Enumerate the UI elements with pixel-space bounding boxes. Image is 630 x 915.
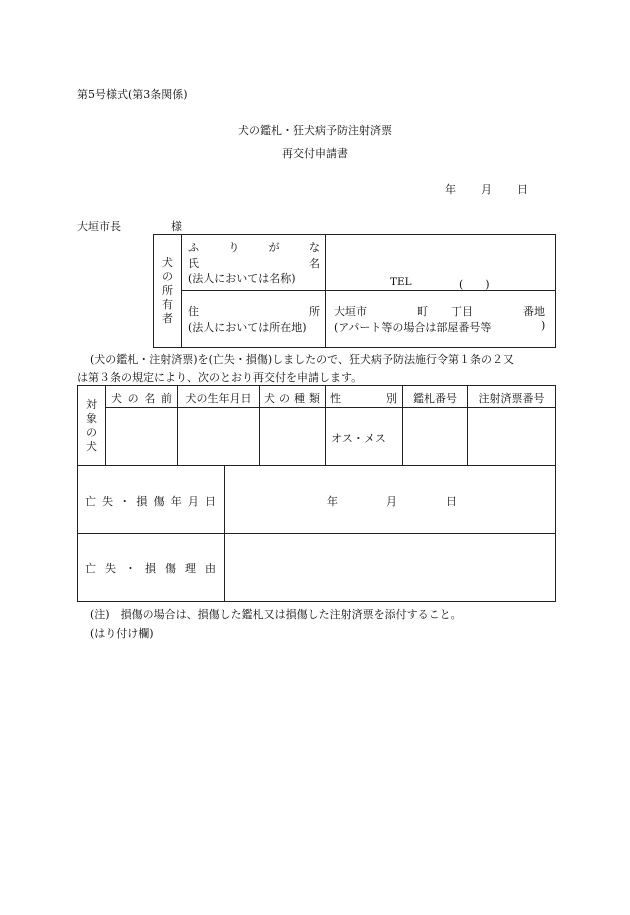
form-number: 第5号様式(第3条関係) xyxy=(77,88,188,101)
owner-label: 犬 の 所 有 者 xyxy=(162,256,173,325)
loss-date-label: 亡 失 ・ 損 傷 年 月 日 xyxy=(85,495,216,508)
main-table-right xyxy=(555,385,556,602)
form-title: 犬の鑑札・狂犬病予防注射済票 xyxy=(238,124,392,137)
form-note: (注) 損傷の場合は、損傷した鑑札又は損傷した注射済票を添付すること。 xyxy=(90,608,462,621)
owner-address-note: (法人においては所在地) xyxy=(188,321,307,334)
owner-box-right xyxy=(555,234,556,348)
addressee-name: 大垣市長 xyxy=(77,220,121,233)
address-city: 大垣市 xyxy=(334,305,367,318)
dog-col-4 xyxy=(325,385,326,466)
dog-col-3 xyxy=(259,385,260,466)
loss-date-year: 年 xyxy=(327,495,338,508)
dog-table-bottom xyxy=(77,465,556,466)
owner-name-label: 氏 名 xyxy=(188,257,320,270)
loss-date-bottom xyxy=(77,533,556,534)
address-apartment-note: (アパート等の場合は部屋番号等 xyxy=(334,321,492,334)
dog-table-top xyxy=(77,385,556,386)
addressee-honorific: 様 xyxy=(171,220,182,233)
owner-field-divider xyxy=(325,234,326,348)
owner-name-note: (法人においては名称) xyxy=(188,272,296,285)
dog-col-1 xyxy=(105,385,106,466)
address-machi: 町 xyxy=(417,305,428,318)
address-banchi: 番地 xyxy=(523,305,545,318)
loss-date-day: 日 xyxy=(446,495,457,508)
date-month-label: 月 xyxy=(481,183,492,196)
date-day-label: 日 xyxy=(517,183,528,196)
loss-reason-bottom xyxy=(77,601,556,602)
tel-label: TEL xyxy=(390,276,412,288)
date-year-label: 年 xyxy=(445,183,456,196)
owner-box-bottom xyxy=(153,347,556,348)
address-close-paren: ) xyxy=(541,319,546,332)
attachment-area-label: (はり付け欄) xyxy=(90,627,154,640)
col-injection-number: 注射済票番号 xyxy=(478,392,545,405)
owner-label-divider xyxy=(181,234,182,348)
loss-label-divider xyxy=(224,465,225,602)
col-dog-name: 犬 の 名 前 xyxy=(111,392,172,405)
col-dog-birthdate: 犬の生年月日 xyxy=(185,392,252,405)
owner-address-label: 住 所 xyxy=(188,305,320,318)
dog-sex-value: オス・メス xyxy=(331,432,386,445)
col-dog-sex: 性 別 xyxy=(330,392,397,405)
furigana-label: ふ り が な xyxy=(188,241,320,254)
tel-paren: ( ) xyxy=(459,278,490,291)
owner-box-top xyxy=(153,234,556,235)
target-dog-label: 対 象 の 犬 xyxy=(86,398,97,453)
loss-date-month: 月 xyxy=(386,495,397,508)
owner-row-divider xyxy=(181,290,556,291)
col-tag-number: 鑑札番号 xyxy=(413,392,457,405)
dog-header-divider xyxy=(105,407,556,408)
loss-reason-label: 亡 失 ・ 損 傷 理 由 xyxy=(85,562,216,575)
statement-line2: は第３条の規定により、次のとおり再交付を申請します。 xyxy=(77,371,363,384)
form-subtitle: 再交付申請書 xyxy=(282,147,348,160)
address-chome: 丁目 xyxy=(451,305,473,318)
col-dog-breed: 犬 の 種 類 xyxy=(264,392,320,405)
statement-line1: (犬の鑑札・注射済票)を(亡失・損傷)しましたので、狂犬病予防法施行令第１条の２又 xyxy=(90,353,514,366)
